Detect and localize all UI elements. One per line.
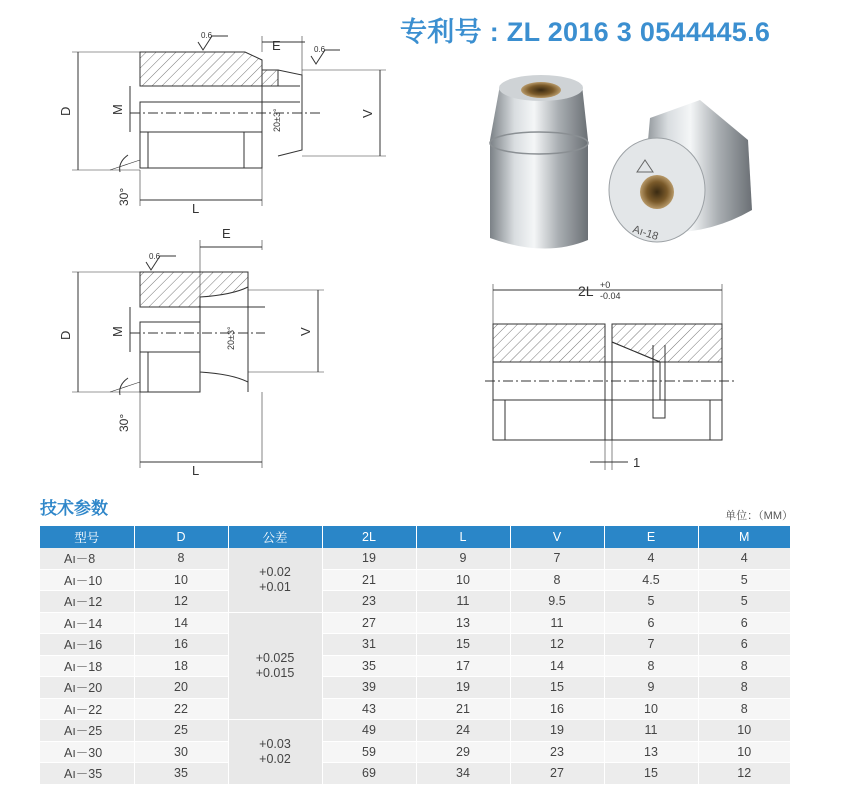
cell-l: 10 bbox=[416, 569, 510, 591]
patent-number: 专利号 : ZL 2016 3 0544445.6 bbox=[400, 17, 771, 47]
cell-m: 12 bbox=[698, 763, 790, 785]
cell-v: 8 bbox=[510, 569, 604, 591]
label-v-2: V bbox=[298, 327, 313, 336]
cell-v: 23 bbox=[510, 741, 604, 763]
label-v-1: V bbox=[360, 109, 375, 118]
cell-l: 21 bbox=[416, 698, 510, 720]
drawing-assembly bbox=[485, 284, 735, 470]
cell-e: 9 bbox=[604, 677, 698, 699]
cell-l: 13 bbox=[416, 612, 510, 634]
part-marking: Aı-18 bbox=[631, 223, 660, 243]
cell-v: 16 bbox=[510, 698, 604, 720]
cell-m: 8 bbox=[698, 677, 790, 699]
table-row bbox=[40, 720, 790, 742]
label-m-2: M bbox=[110, 326, 125, 337]
label-roughness-2: 0.6 bbox=[149, 252, 161, 261]
cell-m: 8 bbox=[698, 655, 790, 677]
cell-e: 7 bbox=[604, 634, 698, 656]
cell-e: 5 bbox=[604, 591, 698, 613]
cell-e: 11 bbox=[604, 720, 698, 742]
label-roughness-1a: 0.6 bbox=[201, 31, 213, 40]
cell-e: 6 bbox=[604, 612, 698, 634]
tolerance-lower: +0.015 bbox=[255, 665, 295, 680]
cell-v: 14 bbox=[510, 655, 604, 677]
cell-l: 24 bbox=[416, 720, 510, 742]
cell-model: Aı－18 bbox=[40, 655, 134, 677]
header-tolerance: 公差 bbox=[228, 526, 322, 548]
label-thread-2: 20±3° bbox=[226, 326, 236, 350]
cell-tolerance-group-2 bbox=[228, 612, 322, 720]
label-e-2: E bbox=[222, 226, 231, 241]
header-m: M bbox=[698, 526, 790, 548]
label-d-1: D bbox=[58, 106, 73, 116]
cell-e: 10 bbox=[604, 698, 698, 720]
cell-m: 6 bbox=[698, 634, 790, 656]
cell-m: 5 bbox=[698, 569, 790, 591]
cell-e: 13 bbox=[604, 741, 698, 763]
cell-e: 4 bbox=[604, 548, 698, 569]
header-2l: 2L bbox=[322, 526, 416, 548]
cell-d: 35 bbox=[134, 763, 228, 785]
part-photo-1 bbox=[490, 75, 588, 249]
drawing-section-2 bbox=[72, 240, 324, 468]
label-d-2: D bbox=[58, 330, 73, 340]
table-header bbox=[40, 526, 790, 548]
cell-2l: 43 bbox=[322, 698, 416, 720]
tolerance-upper: +0.02 bbox=[259, 564, 291, 579]
label-l-2: L bbox=[192, 463, 200, 478]
table-row bbox=[40, 569, 790, 591]
table-row bbox=[40, 634, 790, 656]
cell-e: 15 bbox=[604, 763, 698, 785]
cell-2l: 49 bbox=[322, 720, 416, 742]
cell-model: Aı－10 bbox=[40, 569, 134, 591]
label-angle-2: 30° bbox=[117, 413, 131, 432]
cell-d: 12 bbox=[134, 591, 228, 613]
label-l-1: L bbox=[192, 201, 200, 216]
cell-v: 11 bbox=[510, 612, 604, 634]
cell-2l: 21 bbox=[322, 569, 416, 591]
table-row bbox=[40, 763, 790, 785]
table-row bbox=[40, 612, 790, 634]
cell-2l: 19 bbox=[322, 548, 416, 569]
cell-d: 16 bbox=[134, 634, 228, 656]
cell-l: 29 bbox=[416, 741, 510, 763]
cell-tolerance-group-1 bbox=[228, 548, 322, 612]
label-2l-upper: +0 bbox=[600, 280, 611, 290]
cell-model: Aı－30 bbox=[40, 741, 134, 763]
tolerance-upper: +0.025 bbox=[255, 650, 295, 665]
cell-d: 10 bbox=[134, 569, 228, 591]
tolerance-upper: +0.03 bbox=[259, 736, 291, 751]
label-roughness-1b: 0.6 bbox=[314, 45, 326, 54]
cell-d: 18 bbox=[134, 655, 228, 677]
cell-l: 19 bbox=[416, 677, 510, 699]
cell-2l: 31 bbox=[322, 634, 416, 656]
header-l: L bbox=[416, 526, 510, 548]
cell-tolerance-group-3 bbox=[228, 720, 322, 785]
cell-2l: 59 bbox=[322, 741, 416, 763]
label-2l: 2L bbox=[578, 283, 594, 299]
cell-d: 25 bbox=[134, 720, 228, 742]
header-e: E bbox=[604, 526, 698, 548]
cell-d: 14 bbox=[134, 612, 228, 634]
cell-model: Aı－14 bbox=[40, 612, 134, 634]
cell-l: 9 bbox=[416, 548, 510, 569]
table-row bbox=[40, 655, 790, 677]
cell-v: 15 bbox=[510, 677, 604, 699]
spec-table bbox=[40, 526, 790, 785]
unit-label: 单位：（MM） bbox=[725, 510, 793, 522]
table-row bbox=[40, 548, 790, 569]
tolerance-lower: +0.01 bbox=[259, 579, 291, 594]
cell-d: 8 bbox=[134, 548, 228, 569]
part-photo-2 bbox=[609, 100, 752, 243]
cell-2l: 27 bbox=[322, 612, 416, 634]
label-2l-lower: -0.04 bbox=[600, 291, 621, 301]
cell-model: Aı－35 bbox=[40, 763, 134, 785]
table-row bbox=[40, 677, 790, 699]
cell-2l: 23 bbox=[322, 591, 416, 613]
section-title: 技术参数 bbox=[40, 499, 108, 518]
cell-d: 20 bbox=[134, 677, 228, 699]
table-row bbox=[40, 591, 790, 613]
cell-model: Aı－22 bbox=[40, 698, 134, 720]
label-thread-1: 20±3° bbox=[272, 108, 282, 132]
cell-v: 7 bbox=[510, 548, 604, 569]
cell-v: 12 bbox=[510, 634, 604, 656]
cell-d: 22 bbox=[134, 698, 228, 720]
cell-m: 5 bbox=[698, 591, 790, 613]
cell-d: 30 bbox=[134, 741, 228, 763]
cell-model: Aı－20 bbox=[40, 677, 134, 699]
header-model: 型号 bbox=[40, 526, 134, 548]
drawing-section-1 bbox=[72, 36, 386, 206]
cell-2l: 35 bbox=[322, 655, 416, 677]
cell-l: 17 bbox=[416, 655, 510, 677]
label-e-1: E bbox=[272, 38, 281, 53]
cell-m: 10 bbox=[698, 741, 790, 763]
cell-e: 8 bbox=[604, 655, 698, 677]
cell-m: 10 bbox=[698, 720, 790, 742]
header-d: D bbox=[134, 526, 228, 548]
cell-2l: 39 bbox=[322, 677, 416, 699]
cell-model: Aı－16 bbox=[40, 634, 134, 656]
cell-l: 11 bbox=[416, 591, 510, 613]
cell-model: Aı－25 bbox=[40, 720, 134, 742]
label-gap: 1 bbox=[633, 455, 641, 470]
table-row bbox=[40, 741, 790, 763]
cell-m: 4 bbox=[698, 548, 790, 569]
cell-model: Aı－12 bbox=[40, 591, 134, 613]
cell-l: 15 bbox=[416, 634, 510, 656]
tolerance-lower: +0.02 bbox=[259, 751, 291, 766]
cell-model: Aı－8 bbox=[40, 548, 134, 569]
label-angle-1: 30° bbox=[117, 187, 131, 206]
cell-m: 8 bbox=[698, 698, 790, 720]
cell-l: 34 bbox=[416, 763, 510, 785]
header-v: V bbox=[510, 526, 604, 548]
cell-m: 6 bbox=[698, 612, 790, 634]
label-m-1: M bbox=[110, 104, 125, 115]
cell-2l: 69 bbox=[322, 763, 416, 785]
cell-v: 27 bbox=[510, 763, 604, 785]
cell-v: 19 bbox=[510, 720, 604, 742]
table-row bbox=[40, 698, 790, 720]
cell-e: 4.5 bbox=[604, 569, 698, 591]
cell-v: 9.5 bbox=[510, 591, 604, 613]
